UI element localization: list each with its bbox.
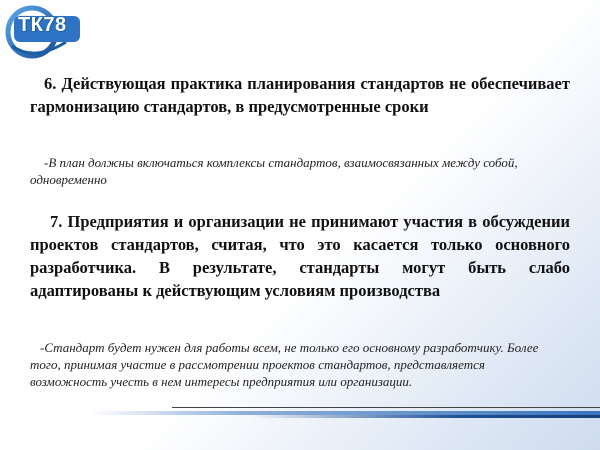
footer-bar-dark: [250, 415, 600, 418]
divider-line: [172, 407, 600, 408]
tk78-logo: [4, 2, 84, 60]
item-7-heading: 7. Предприятия и организации не принимают участия в обсуждении проектов стандартов, считая, что это касается только основного разработчика. В результате, стандарты могут быть слабо адаптированы к действующим условиям производства: [30, 212, 570, 300]
item-6-note: -В план должны включаться комплексы стандартов, взаимосвязанных между собой, одновременно: [30, 155, 518, 187]
logo-text: ТК78: [18, 14, 67, 36]
item-6-heading: 6. Действующая практика планирования стандартов не обеспечивает гармонизацию стандартов, в предусмотренные сроки: [30, 74, 570, 116]
item-7-note: -Стандарт будет нужен для работы всем, не только его основному разработчику. Более того, принимая участие в рассмотрении проектов стандартов, представляется возможность учесть в нем интересы предприятия или организации.: [30, 340, 539, 389]
